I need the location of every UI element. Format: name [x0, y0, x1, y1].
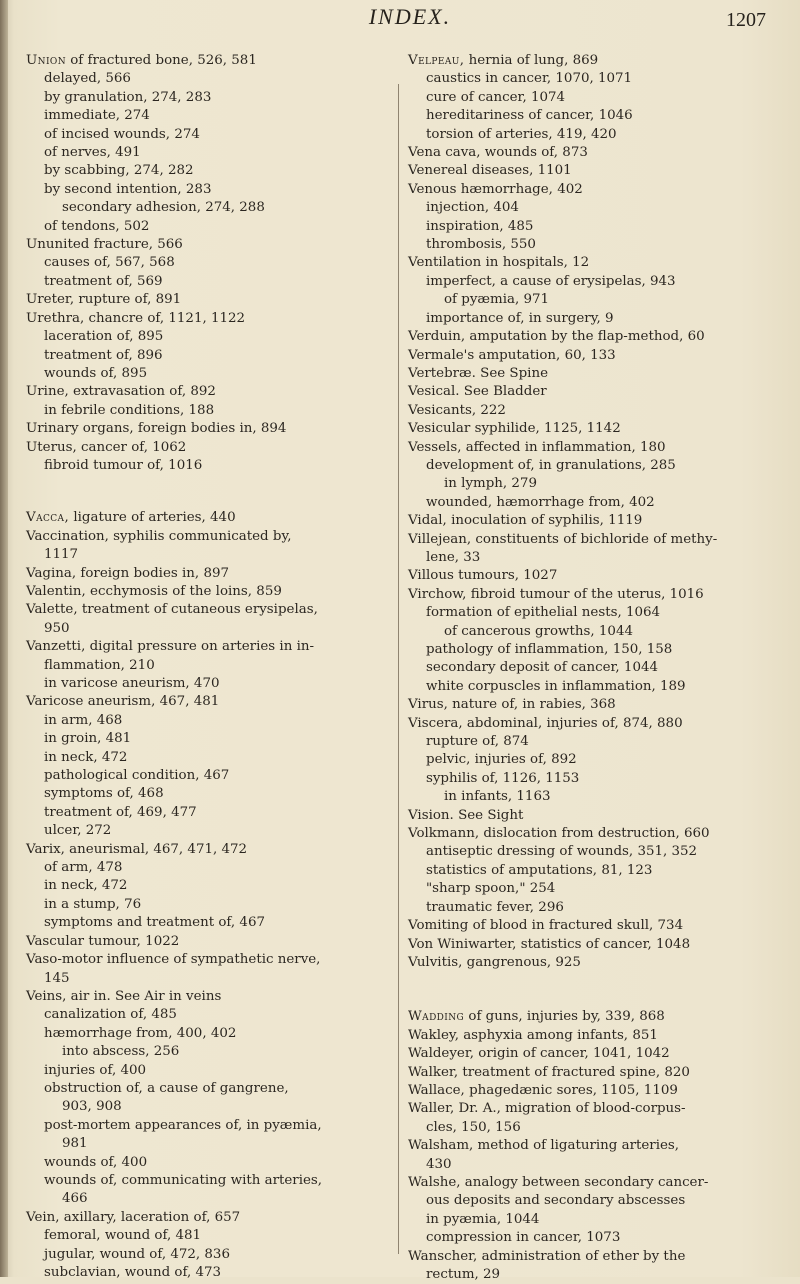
index-heading-entry: Urethra, chancre of, 1121, 1122 — [26, 310, 246, 326]
index-heading-entry: Waldeyer, origin of cancer, 1041, 1042 — [408, 1046, 670, 1062]
index-heading-entry: Walker, treatment of fractured spine, 820 — [408, 1064, 690, 1080]
letter-w-section — [408, 1008, 784, 1284]
index-subentry: torsion of arteries, 419, 420 — [426, 126, 617, 142]
index-heading-entry: Vidal, inoculation of syphilis, 1119 — [408, 513, 643, 529]
page-number: 1207 — [726, 9, 766, 31]
index-heading-entry: Uterus, cancer of, 1062 — [26, 439, 187, 455]
index-heading-entry: Vein, axillary, laceration of, 657 — [26, 1209, 241, 1225]
index-heading-entry: Verduin, amputation by the flap-method, 60 — [408, 329, 705, 345]
index-subentry: injuries of, 400 — [44, 1062, 147, 1078]
index-heading-entry: Varix, aneurismal, 467, 471, 472 — [26, 841, 248, 857]
index-subentry: cure of cancer, 1074 — [426, 89, 566, 105]
index-subentry: pathology of inflammation, 150, 158 — [426, 642, 673, 657]
index-subentry: of arm, 478 — [44, 860, 123, 876]
index-heading-entry: Vanzetti, digital pressure on arteries in in- — [26, 639, 315, 655]
index-heading-entry: Virus, nature of, in rabies, 368 — [408, 697, 616, 713]
index-heading-entry: Vertebræ. See Spine — [408, 365, 548, 381]
index-subentry: by second intention, 283 — [44, 181, 212, 197]
index-subentry: injection, 404 — [426, 200, 519, 216]
index-heading-entry: Vaccination, syphilis communicated by, — [26, 528, 292, 544]
index-heading-entry: Vermale's amputation, 60, 133 — [408, 347, 616, 363]
index-subentry: ulcer, 272 — [44, 823, 112, 839]
index-subentry: of incised wounds, 274 — [44, 126, 200, 142]
index-subentry: jugular, wound of, 472, 836 — [44, 1246, 230, 1262]
index-subentry: thrombosis, 550 — [426, 237, 536, 253]
index-subentry: treatment of, 569 — [44, 273, 163, 289]
index-subentry: in arm, 468 — [44, 712, 123, 728]
index-subentry: traumatic fever, 296 — [426, 899, 564, 915]
index-subentry: syphilis of, 1126, 1153 — [426, 770, 580, 786]
index-heading-entry: Velpeau, hernia of lung, 869 — [408, 53, 599, 68]
index-subentry: in a stump, 76 — [44, 896, 142, 912]
index-subentry: importance of, in surgery, 9 — [426, 310, 614, 326]
letter-v-section-right — [408, 52, 784, 972]
index-subentry: fibroid tumour of, 1016 — [44, 457, 203, 473]
index-subentry: hæmorrhage from, 400, 402 — [44, 1025, 237, 1041]
index-subentry: antiseptic dressing of wounds, 351, 352 — [426, 844, 698, 860]
index-subentry: femoral, wound of, 481 — [44, 1228, 202, 1244]
index-subentry: symptoms of, 468 — [44, 786, 164, 802]
index-subentry: 466 — [62, 1191, 88, 1207]
index-subentry: in neck, 472 — [44, 749, 128, 765]
index-subentry: compression in cancer, 1073 — [426, 1230, 621, 1246]
index-heading-entry: Walshe, analogy between secondary cancer- — [408, 1174, 709, 1190]
index-subentry: rupture of, 874 — [426, 734, 529, 750]
index-heading-entry: Vomiting of blood in fractured skull, 734 — [408, 918, 684, 934]
index-subentry: in neck, 472 — [44, 878, 128, 894]
index-subentry: of pyæmia, 971 — [444, 292, 550, 308]
index-subentry: in lymph, 279 — [444, 476, 537, 492]
index-subentry: formation of epithelial nests, 1064 — [426, 605, 661, 621]
index-heading-entry: Waller, Dr. A., migration of blood-corpus- — [408, 1101, 686, 1117]
index-subentry: in groin, 481 — [44, 731, 132, 747]
index-heading-entry: Vulvitis, gangrenous, 925 — [408, 954, 581, 970]
index-subentry: wounded, hæmorrhage from, 402 — [426, 494, 655, 510]
index-subentry: hereditariness of cancer, 1046 — [426, 108, 633, 124]
index-subentry: flammation, 210 — [44, 657, 155, 673]
index-subentry: ous deposits and secondary abscesses — [426, 1193, 686, 1209]
index-subentry: of nerves, 491 — [44, 145, 141, 161]
index-subentry: of cancerous growths, 1044 — [444, 623, 633, 639]
right-index-column — [408, 52, 784, 1284]
index-subentry: by scabbing, 274, 282 — [44, 163, 194, 179]
index-subentry: in infants, 1163 — [444, 789, 551, 805]
index-subentry: obstruction of, a cause of gangrene, — [44, 1080, 289, 1096]
index-heading-entry: Wallace, phagedænic sores, 1105, 1109 — [408, 1082, 678, 1098]
index-heading-entry: Veins, air in. See Air in veins — [26, 988, 222, 1004]
index-heading-entry: Villous tumours, 1027 — [408, 568, 558, 584]
index-heading-entry: Vesicants, 222 — [408, 402, 506, 418]
index-subentry: by granulation, 274, 283 — [44, 89, 212, 105]
letter-u-section — [26, 52, 384, 475]
index-heading-entry: Wadding of guns, injuries by, 339, 868 — [408, 1009, 665, 1025]
index-heading-entry: Union of fractured bone, 526, 581 — [26, 53, 257, 68]
index-heading-entry: Urine, extravasation of, 892 — [26, 384, 216, 400]
index-subentry: of tendons, 502 — [44, 218, 150, 234]
section-gap — [26, 475, 384, 509]
index-subentry: treatment of, 896 — [44, 347, 163, 363]
index-subentry: treatment of, 469, 477 — [44, 804, 197, 820]
left-index-column — [26, 52, 384, 1282]
index-subentry: caustics in cancer, 1070, 1071 — [426, 71, 633, 87]
index-heading-entry: Von Winiwarter, statistics of cancer, 1048 — [408, 936, 691, 952]
index-heading-entry: Wanscher, administration of ether by the — [408, 1248, 686, 1264]
index-subentry: symptoms and treatment of, 467 — [44, 915, 265, 931]
index-heading-entry: Ununited fracture, 566 — [26, 237, 183, 253]
index-heading-entry: Venous hæmorrhage, 402 — [408, 181, 583, 197]
index-heading-entry: Ureter, rupture of, 891 — [26, 292, 182, 308]
index-subentry: wounds of, communicating with arteries, — [44, 1172, 323, 1188]
index-subentry: pelvic, injuries of, 892 — [426, 752, 577, 768]
index-subentry: in varicose aneurism, 470 — [44, 676, 220, 691]
index-heading-entry: Vascular tumour, 1022 — [26, 933, 180, 949]
index-subentry: "sharp spoon," 254 — [426, 881, 556, 897]
index-heading-entry: Vena cava, wounds of, 873 — [408, 145, 588, 161]
index-heading-entry: Volkmann, dislocation from destruction, 660 — [408, 826, 710, 842]
index-subentry: canalization of, 485 — [44, 1007, 177, 1023]
index-heading-entry: Vaso-motor influence of sympathetic nerve, — [26, 952, 321, 968]
index-heading-entry: Vision. See Sight — [408, 807, 524, 823]
index-subentry: into abscess, 256 — [62, 1044, 180, 1060]
index-subentry: imperfect, a cause of erysipelas, 943 — [426, 273, 676, 289]
index-heading-entry: Vesical. See Bladder — [408, 384, 547, 400]
column-rule — [398, 84, 399, 1254]
index-subentry: development of, in granulations, 285 — [426, 457, 676, 473]
index-subentry: statistics of amputations, 81, 123 — [426, 862, 653, 878]
index-heading-entry: Vacca, ligature of arteries, 440 — [26, 510, 236, 526]
index-subentry: cles, 150, 156 — [426, 1119, 521, 1135]
index-heading-entry: Ventilation in hospitals, 12 — [408, 255, 590, 271]
index-subentry: 1117 — [44, 547, 79, 563]
index-subentry: immediate, 274 — [44, 108, 150, 124]
index-subentry: causes of, 567, 568 — [44, 255, 175, 271]
index-heading-entry: Wakley, asphyxia among infants, 851 — [408, 1027, 658, 1043]
index-subentry: laceration of, 895 — [44, 329, 164, 345]
index-heading-entry: Varicose aneurism, 467, 481 — [26, 694, 220, 710]
index-heading-entry: Vesicular syphilide, 1125, 1142 — [408, 421, 621, 437]
index-subentry: wounds of, 400 — [44, 1154, 148, 1170]
index-heading-entry: Venereal diseases, 1101 — [408, 163, 572, 179]
index-subentry: 950 — [44, 620, 70, 636]
page-binding-edge — [0, 0, 8, 1277]
index-subentry: wounds of, 895 — [44, 365, 148, 381]
index-heading-entry: Virchow, fibroid tumour of the uterus, 1016 — [408, 586, 704, 602]
index-subentry: in febrile conditions, 188 — [44, 402, 215, 418]
index-subentry: 981 — [62, 1136, 88, 1152]
index-subentry: pathological condition, 467 — [44, 768, 230, 784]
index-heading-entry: Vagina, foreign bodies in, 897 — [26, 565, 229, 581]
index-heading-entry: Vessels, affected in inflammation, 180 — [408, 439, 666, 455]
index-subentry: 145 — [44, 970, 70, 986]
index-heading-entry: Urinary organs, foreign bodies in, 894 — [26, 421, 287, 437]
index-subentry: lene, 33 — [426, 549, 481, 565]
running-head — [0, 4, 800, 36]
index-subentry: inspiration, 485 — [426, 218, 534, 234]
index-heading-entry: Valentin, ecchymosis of the loins, 859 — [26, 583, 282, 599]
index-heading-entry: Walsham, method of ligaturing arteries, — [408, 1138, 680, 1154]
index-subentry: 430 — [426, 1156, 452, 1172]
section-gap — [408, 972, 784, 1008]
index-subentry: in pyæmia, 1044 — [426, 1211, 540, 1227]
index-subentry: subclavian, wound of, 473 — [44, 1265, 222, 1280]
index-heading-entry: Valette, treatment of cutaneous erysipelas, — [26, 602, 318, 618]
index-subentry: post-mortem appearances of, in pyæmia, — [44, 1117, 322, 1133]
index-heading-entry: Viscera, abdominal, injuries of, 874, 880 — [408, 715, 683, 731]
letter-v-section-left — [26, 509, 384, 1282]
index-subentry: rectum, 29 — [426, 1267, 501, 1282]
index-heading-entry: Villejean, constituents of bichloride of methy- — [408, 531, 718, 547]
index-subentry: 903, 908 — [62, 1099, 122, 1115]
index-subentry: white corpuscles in inflammation, 189 — [426, 678, 686, 694]
index-subentry: secondary adhesion, 274, 288 — [62, 200, 265, 216]
index-subentry: secondary deposit of cancer, 1044 — [426, 660, 659, 676]
index-subentry: delayed, 566 — [44, 71, 131, 87]
running-head-title: INDEX. — [368, 4, 452, 29]
